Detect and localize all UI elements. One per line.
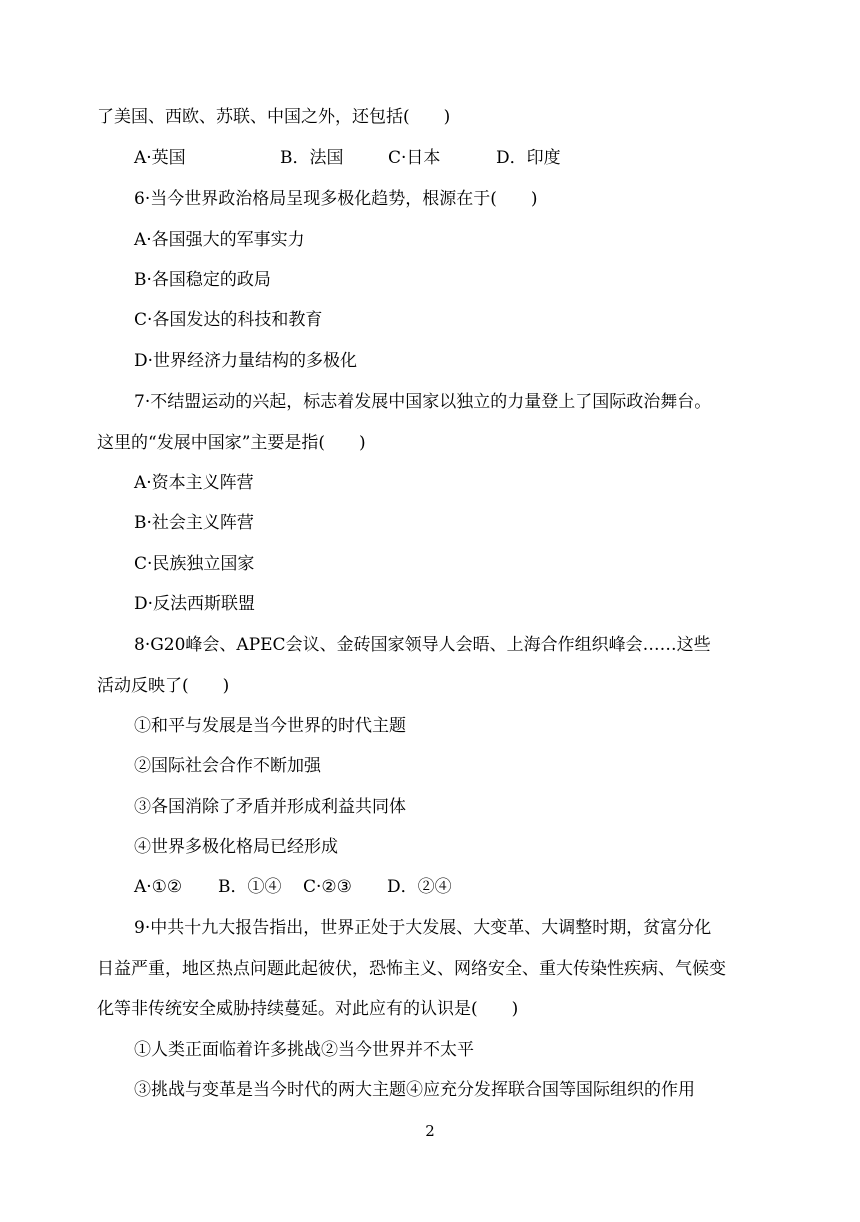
q5-option-a: A·英国 <box>134 148 186 168</box>
q7-stem-line2: 这里的“发展中国家”主要是指( ) <box>97 433 366 453</box>
q6-option-d: D·世界经济力量结构的多极化 <box>134 351 358 371</box>
q9-statements-line2: ③挑战与变革是当今时代的两大主题④应充分发挥联合国等国际组织的作用 <box>134 1080 695 1100</box>
q6-stem: 6·当今世界政治格局呈现多极化趋势，根源在于( ) <box>134 189 538 209</box>
q7-stem-line1: 7·不结盟运动的兴起，标志着发展中国家以独立的力量登上了国际政治舞台。 <box>134 392 712 412</box>
q7-option-b: B·社会主义阵营 <box>134 513 254 533</box>
q8-stem-line2: 活动反映了( ) <box>97 676 230 696</box>
q8-statement-2: ②国际社会合作不断加强 <box>134 756 321 776</box>
q7-option-a: A·资本主义阵营 <box>134 473 254 493</box>
q5-stem-continuation: 了美国、西欧、苏联、中国之外，还包括( ) <box>97 107 451 127</box>
q7-option-c: C·民族独立国家 <box>134 554 255 574</box>
q8-option-a: A·①② <box>134 877 183 897</box>
q8-statement-3: ③各国消除了矛盾并形成利益共同体 <box>134 797 406 817</box>
q6-option-b: B·各国稳定的政局 <box>134 270 271 290</box>
q9-stem-line2: 日益严重，地区热点问题此起彼伏，恐怖主义、网络安全、重大传染性疾病、气候变 <box>97 959 726 979</box>
q8-statement-4: ④世界多极化格局已经形成 <box>134 837 338 857</box>
page-number: 2 <box>425 1122 435 1140</box>
q8-option-d: D．②④ <box>387 877 452 897</box>
q5-option-c: C·日本 <box>388 148 441 168</box>
q6-option-c: C·各国发达的科技和教育 <box>134 310 323 330</box>
q5-option-b: B．法国 <box>280 148 344 168</box>
q8-stem-line1: 8·G20峰会、APEC会议、金砖国家领导人会晤、上海合作组织峰会……这些 <box>134 635 711 655</box>
q7-option-d: D·反法西斯联盟 <box>134 594 256 614</box>
q8-statement-1: ①和平与发展是当今世界的时代主题 <box>134 716 406 736</box>
q9-stem-line1: 9·中共十九大报告指出，世界正处于大发展、大变革、大调整时期，贫富分化 <box>134 918 712 938</box>
q5-option-d: D．印度 <box>496 148 561 168</box>
q9-stem-line3: 化等非传统安全威胁持续蔓延。对此应有的认识是( ) <box>97 999 519 1019</box>
q8-option-b: B．①④ <box>218 877 282 897</box>
q9-statements-line1: ①人类正面临着许多挑战②当今世界并不太平 <box>134 1040 474 1060</box>
q6-option-a: A·各国强大的军事实力 <box>134 230 305 250</box>
q8-option-c: C·②③ <box>303 877 352 897</box>
